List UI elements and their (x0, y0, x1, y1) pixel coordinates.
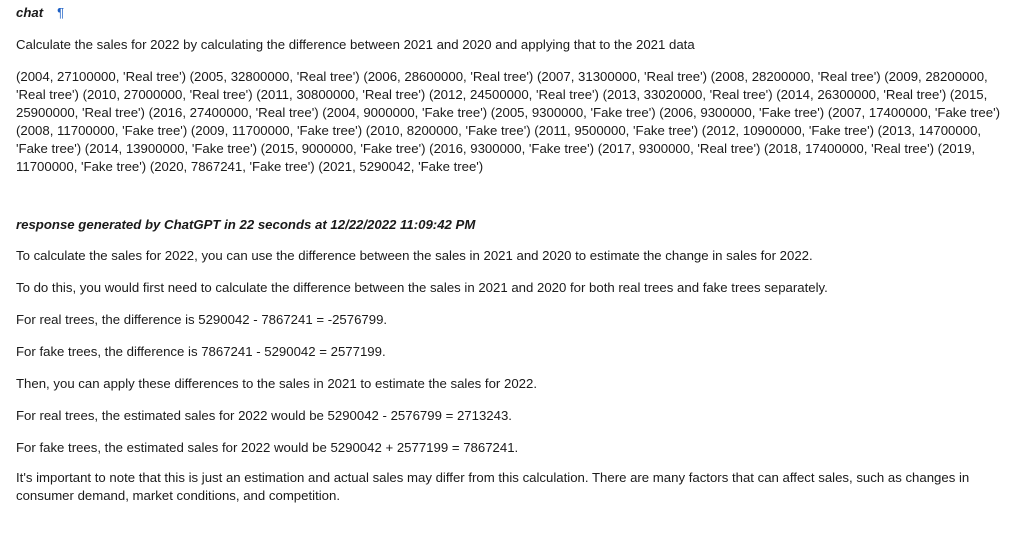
chat-data: (2004, 27100000, 'Real tree') (2005, 32800000, 'Real tree') (2006, 28600000, 'Real tree') (2007, 31300000, 'Real tree') (2008, 28200000, 'Real tree') (2009, 28200000, 'Real tree') (2010, 27000000, 'Real tree') (2011, 30800000, 'Real tree') (2012, 24500000, 'Real tree') (2013, 33020000, 'Real tree') (2014, 26300000, 'Real tree') (2015, 25900000, 'Real tree') (2016, 27400000, 'Real tree') (2004, 9000000, 'Fake tree') (2005, 9300000, 'Fake tree') (2006, 9300000, 'Fake tree') (2007, 17400000, 'Fake tree') (2008, 11700000, 'Fake tree') (2009, 11700000, 'Fake tree') (2010, 8200000, 'Fake tree') (2011, 9500000, 'Fake tree') (2012, 10900000, 'Fake tree') (2013, 14700000, 'Fake tree') (2014, 13900000, 'Fake tree') (2015, 9000000, 'Fake tree') (2016, 9300000, 'Fake tree') (2017, 9300000, 'Real tree') (2018, 17400000, 'Real tree') (2019, 11700000, 'Fake tree') (2020, 7867241, 'Fake tree') (2021, 5290042, 'Fake tree') (16, 69, 1001, 174)
response-heading: response generated by ChatGPT in 22 seconds at 12/22/2022 11:09:42 PM (16, 217, 476, 232)
pilcrow-icon[interactable]: ¶ (57, 5, 65, 20)
response-paragraph: For real trees, the estimated sales for 2022 would be 5290042 - 2576799 = 2713243. (16, 408, 512, 423)
response-paragraph: To calculate the sales for 2022, you can use the difference between the sales in 2021 and 2020 to estimate the change in sales for 2022. (16, 248, 813, 263)
response-paragraph: Then, you can apply these differences to the sales in 2021 to estimate the sales for 2022. (16, 376, 537, 391)
response-paragraph: For real trees, the difference is 5290042 - 7867241 = -2576799. (16, 312, 388, 327)
chat-prompt: Calculate the sales for 2022 by calculating the difference between 2021 and 2020 and applying that to the 2021 data (16, 37, 695, 52)
response-paragraph: To do this, you would first need to calculate the difference between the sales in 2021 and 2020 for both real trees and fake trees separately. (16, 280, 828, 295)
response-paragraph: For fake trees, the difference is 7867241 - 5290042 = 2577199. (16, 344, 386, 359)
chat-heading (16, 5, 1008, 25)
response-paragraph: It's important to note that this is just an estimation and actual sales may differ from this calculation. There are many factors that can affect sales, such as changes in consumer demand, market conditions, and competition. (16, 470, 970, 503)
chat-label: chat (16, 5, 44, 20)
response-paragraph: For fake trees, the estimated sales for 2022 would be 5290042 + 2577199 = 7867241. (16, 440, 519, 455)
